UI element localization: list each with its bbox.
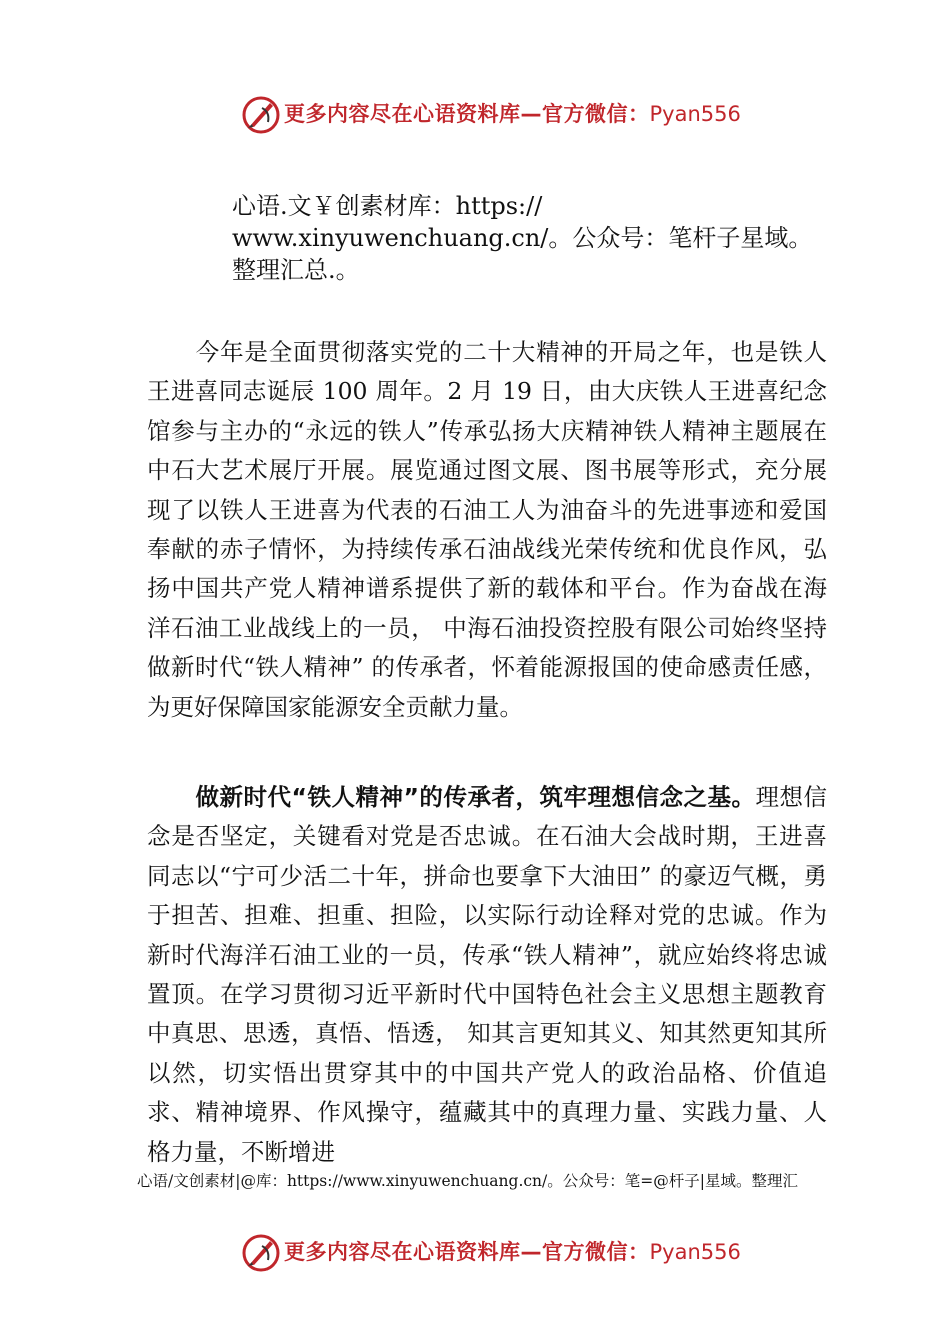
quill-logo-icon bbox=[240, 94, 282, 136]
source-note: 心语.文￥创素材库：https:// www.xinyuwenchuang.cn/。公众号：笔杆子星域。整理汇总.。 bbox=[232, 192, 813, 284]
banner-text bbox=[284, 1236, 741, 1266]
paragraph-2-heading: 做新时代“铁人精神”的传承者，筑牢理想信念之基。 bbox=[195, 783, 756, 811]
header-banner bbox=[0, 90, 950, 140]
banner-label: 更多内容尽在心语资料库—官方微信： bbox=[284, 102, 650, 126]
paragraph-2-text: 理想信念是否坚定，关键看对党是否忠诚。在石油大会战时期，王进喜同志以“宁可少活二十年，拼命也要拿下大油田” 的豪迈气概，勇于担苦、担难、担重、担险，以实际行动诠释对党的忠诚。作为新时代海洋石油工业的一员，传承“铁人精神”，就应始终将忠诚置顶。在学习贯彻习近平新时代中国特色社会主义思想主题教育中真思、思透，真悟、悟透， 知其言更知其义、知其然更知其所以然，切实悟出贯穿其中的中国共产党人的政治品格、价值追求、精神境界、作风操守，蕴藏其中的真理力量、实践力量、人格力量，不断增进 bbox=[147, 783, 828, 1166]
paragraph-1 bbox=[147, 333, 827, 727]
wechat-handle: Pyan556 bbox=[649, 1240, 741, 1264]
footer-banner bbox=[0, 1228, 950, 1278]
banner-label: 更多内容尽在心语资料库—官方微信： bbox=[284, 1240, 650, 1264]
paragraph-1-text: 今年是全面贯彻落实党的二十大精神的开局之年，也是铁人王进喜同志诞辰 100 周年。2 月 19 日，由大庆铁人王进喜纪念馆参与主办的“永远的铁人”传承弘扬大庆精神铁人精神主题展在中石大艺术展厅开展。展览通过图文展、图书展等形式，充分展现了以铁人王进喜为代表的石油工人为油奋斗的先进事迹和爱国奉献的赤子情怀，为持续传承石油战线光荣传统和优良作风，弘扬中国共产党人精神谱系提供了新的载体和平台。作为奋战在海洋石油工业战线上的一员， 中海石油投资控股有限公司始终坚持做新时代“铁人精神” 的传承者，怀着能源报国的使命感责任感，为更好保障国家能源安全贡献力量。 bbox=[147, 338, 827, 721]
wechat-handle: Pyan556 bbox=[649, 102, 741, 126]
banner-text bbox=[284, 98, 741, 128]
paragraph-2 bbox=[147, 778, 827, 1172]
quill-logo-icon bbox=[240, 1232, 282, 1274]
footer-source-note: 心语/文创素材|@库：https://www.xinyuwenchuang.cn/。公众号：笔=@杆子|星域。整理汇 bbox=[137, 1172, 798, 1190]
